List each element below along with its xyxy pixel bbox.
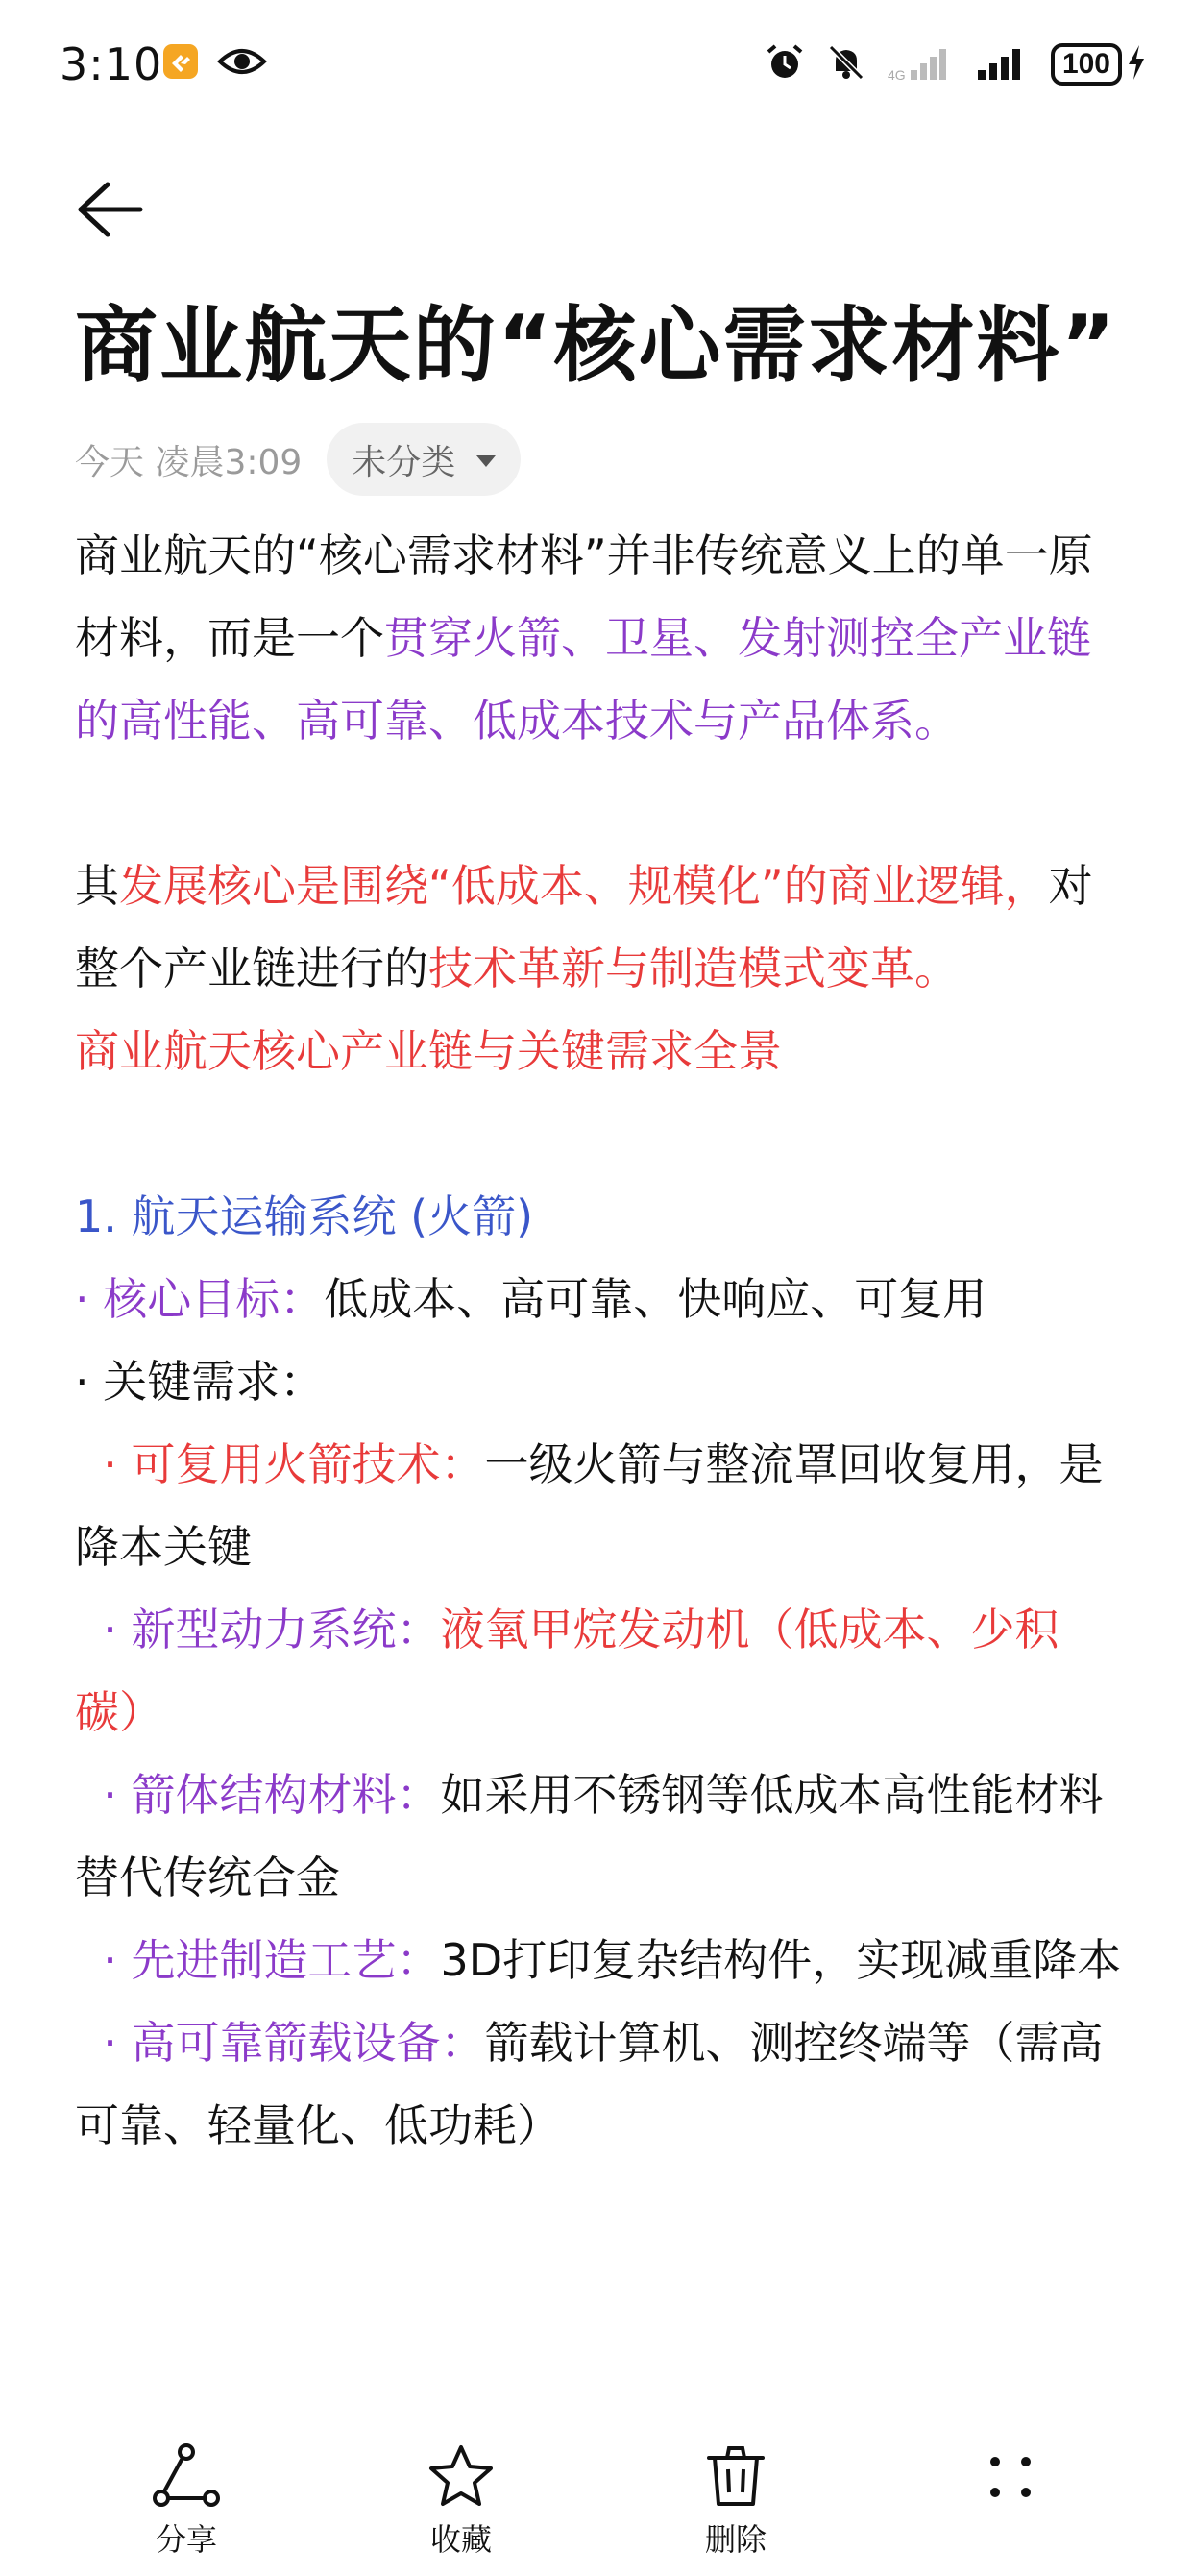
signal-sim1-icon [888, 43, 955, 86]
caret-down-icon [476, 455, 496, 467]
battery-indicator [1051, 43, 1147, 86]
favorite-button[interactable] [375, 2442, 548, 2560]
panorama-heading: 商业航天核心产业链与关键需求全景 [75, 1025, 782, 1077]
status-bar [0, 0, 1193, 135]
item-text: 一级火箭与整流罩回收复用，是降本关键 [75, 1438, 1104, 1573]
key-needs-label: · 关键需求： [75, 1356, 325, 1408]
list-item [75, 1423, 1122, 1588]
item-label: · 可复用火箭技术： [75, 1438, 485, 1490]
note-meta [75, 423, 521, 496]
delete-button[interactable] [649, 2442, 822, 2560]
category-selector[interactable] [327, 423, 521, 496]
more-button[interactable] [924, 2442, 1097, 2510]
bottom-toolbar [0, 2429, 1193, 2576]
core-goal-line [75, 1258, 1122, 1340]
intro-paragraph [75, 514, 1122, 762]
category-label: 未分类 [352, 442, 456, 482]
item-text: 液氧甲烷发动机（低成本、少积碳） [75, 1604, 1059, 1738]
mute-bell-icon [826, 42, 866, 86]
share-button[interactable] [100, 2442, 273, 2560]
note-body[interactable] [75, 514, 1122, 2167]
dev-highlight-1: 发展核心是围绕“低成本、规模化”的商业逻辑， [119, 860, 1049, 912]
item-text: 如采用不锈钢等低成本高性能材料替代传统合金 [75, 1769, 1104, 1903]
back-arrow-icon [75, 179, 144, 240]
item-label: · 高可靠箭载设备： [75, 2017, 485, 2069]
trash-icon [701, 2442, 770, 2510]
svg-text:4G: 4G [887, 67, 906, 82]
item-label: · 新型动力系统： [75, 1604, 441, 1656]
list-item [75, 1588, 1122, 1754]
app-notification-icon [161, 42, 200, 85]
dev-text-1: 其 [75, 860, 119, 912]
alarm-icon [765, 42, 805, 86]
back-button[interactable] [75, 179, 144, 240]
section-heading-rocket: 1. 航天运输系统 (火箭) [75, 1190, 534, 1242]
list-item [75, 1919, 1122, 2001]
list-item [75, 1754, 1122, 1919]
core-goal-label: · 核心目标： [75, 1273, 325, 1325]
charging-bolt-icon [1126, 43, 1147, 86]
dev-highlight-2: 技术革新与制造模式变革。 [428, 943, 959, 994]
item-text: 3D打印复杂结构件，实现减重降本 [440, 1934, 1122, 1986]
note-date: 今天 凌晨3:09 [75, 442, 303, 482]
intro-text: 商业航天的“核心需求材料”并非传统意义上的单一原材料，而是一个 [75, 529, 1093, 664]
battery-level: 100 [1051, 43, 1122, 86]
status-right-icons [765, 42, 1147, 86]
more-dots-icon [976, 2442, 1045, 2510]
item-label: · 先进制造工艺： [75, 1934, 441, 1986]
delete-label: 删除 [704, 2521, 767, 2558]
core-goal-text: 低成本、高可靠、快响应、可复用 [324, 1273, 987, 1325]
status-time: 3:10 [60, 38, 163, 90]
item-text: 箭载计算机、测控终端等（需高可靠、轻量化、低功耗） [75, 2017, 1104, 2151]
status-left-icons [161, 42, 267, 85]
intro-highlight: 贯穿火箭、卫星、发射测控全产业链的高性能、高可靠、低成本技术与产品体系。 [75, 612, 1091, 747]
share-label: 分享 [155, 2521, 217, 2558]
signal-sim2-icon [976, 43, 1030, 86]
note-title[interactable]: 商业航天的“核心需求材料” [75, 298, 1118, 394]
item-label: · 箭体结构材料： [75, 1769, 441, 1821]
share-icon [152, 2442, 221, 2510]
star-icon [426, 2442, 496, 2510]
eye-icon [217, 42, 267, 85]
dev-text-2: 对整个产业链进行的 [75, 860, 1093, 994]
development-paragraph [75, 845, 1122, 1010]
favorite-label: 收藏 [429, 2521, 492, 2558]
list-item [75, 2001, 1122, 2167]
